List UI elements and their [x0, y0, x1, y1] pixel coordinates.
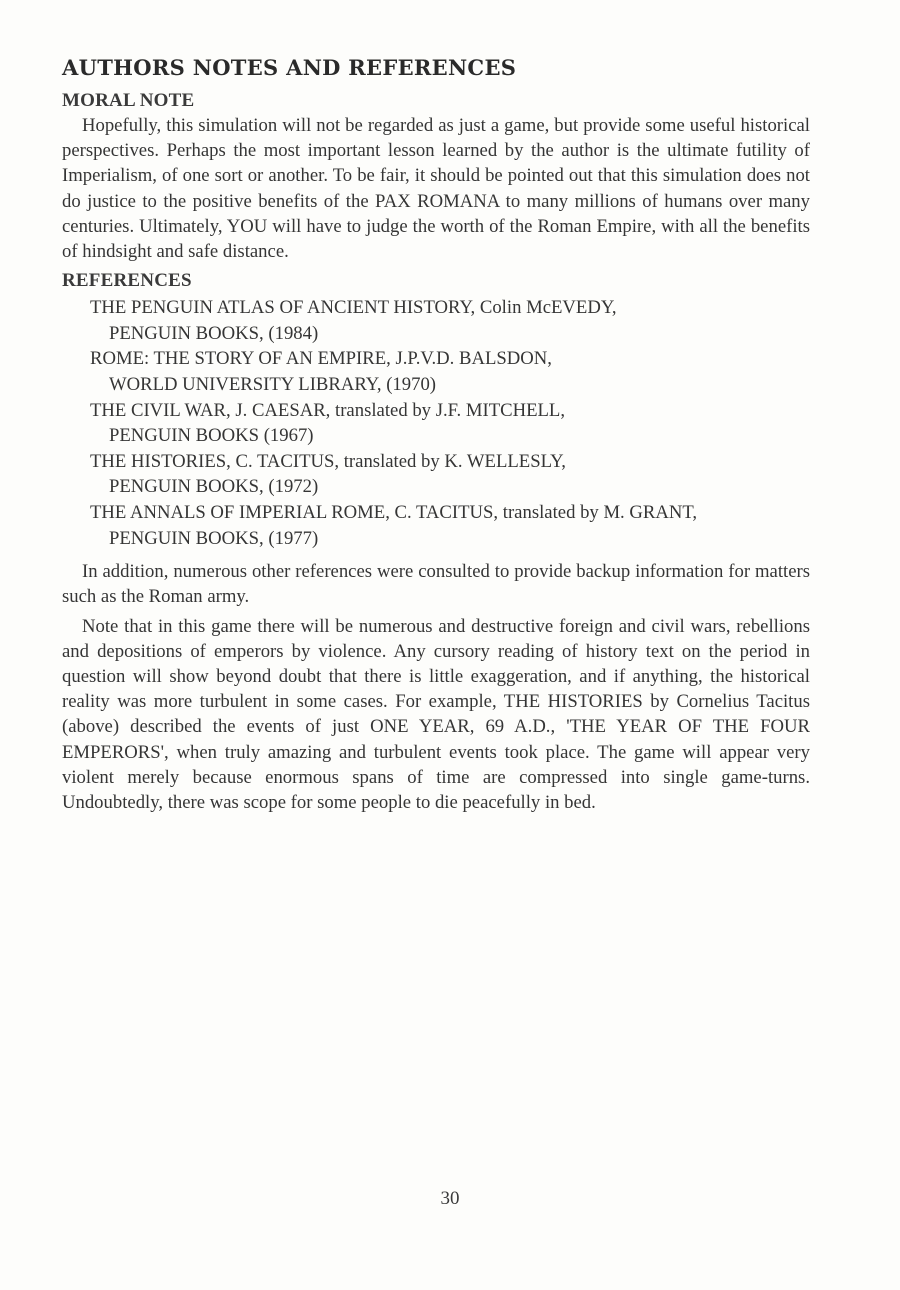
moral-note-paragraph: Hopefully, this simulation will not be regarded as just a game, but provide some useful historical perspectives. Perhaps the most important lesson learned by the author is the ultimate futility of Imperialism, of one sort or another. To be fair, it should be pointed out that this simulation does not do justice to the positive benefits of the PAX ROMANA to many millions of humans over many centuries. Ultimately, YOU will have to judge the worth of the Roman Empire, with all the benefits of hindsight and safe distance. [62, 115, 810, 263]
reference-title-line: THE HISTORIES, C. TACITUS, translated by K. WELLESLY, [90, 450, 566, 472]
reference-item [62, 346, 810, 397]
reference-publisher-line: PENGUIN BOOKS (1967) [109, 425, 314, 447]
reference-publisher-line: PENGUIN BOOKS, (1984) [109, 322, 319, 344]
reference-publisher-line: PENGUIN BOOKS, (1972) [109, 476, 319, 498]
moral-note-heading: MORAL NOTE [62, 90, 195, 111]
page-title: AUTHORS NOTES AND REFERENCES [62, 55, 517, 80]
page-number: 30 [440, 1188, 460, 1209]
reference-item [62, 398, 810, 449]
reference-item [62, 295, 810, 346]
violence-note-paragraph: Note that in this game there will be numerous and destructive foreign and civil wars, rebellions and depositions of emperors by violence. Any cursory reading of history text on the period in question will show beyond doubt that there is little exaggeration, and if anything, the historical reality was more turbulent in some cases. For example, THE HISTORIES by Cornelius Tacitus (above) described the events of just ONE YEAR, 69 A.D., 'THE YEAR OF THE FOUR EMPERORS', when truly amazing and turbulent events took place. The game will appear very violent merely because enormous spans of time are compressed into single game-turns. Undoubtedly, there was scope for some people to die peacefully in bed. [62, 615, 810, 813]
page-content [62, 54, 810, 819]
references-heading: REFERENCES [62, 270, 192, 292]
reference-title-line: THE PENGUIN ATLAS OF ANCIENT HISTORY, Colin McEVEDY, [90, 297, 617, 319]
reference-item [62, 449, 810, 500]
reference-title-line: ROME: THE STORY OF AN EMPIRE, J.P.V.D. BALSDON, [90, 348, 552, 370]
reference-title-line: THE CIVIL WAR, J. CAESAR, translated by J.F. MITCHELL, [90, 399, 566, 421]
reference-publisher-line: PENGUIN BOOKS, (1977) [109, 527, 319, 549]
reference-publisher-line: WORLD UNIVERSITY LIBRARY, (1970) [109, 374, 437, 395]
reference-title-line: THE ANNALS OF IMPERIAL ROME, C. TACITUS, translated by M. GRANT, [90, 501, 698, 523]
reference-item [62, 500, 810, 551]
references-list [62, 295, 810, 551]
additional-references-paragraph: In addition, numerous other references were consulted to provide backup information for matters such as the Roman army. [62, 561, 810, 608]
